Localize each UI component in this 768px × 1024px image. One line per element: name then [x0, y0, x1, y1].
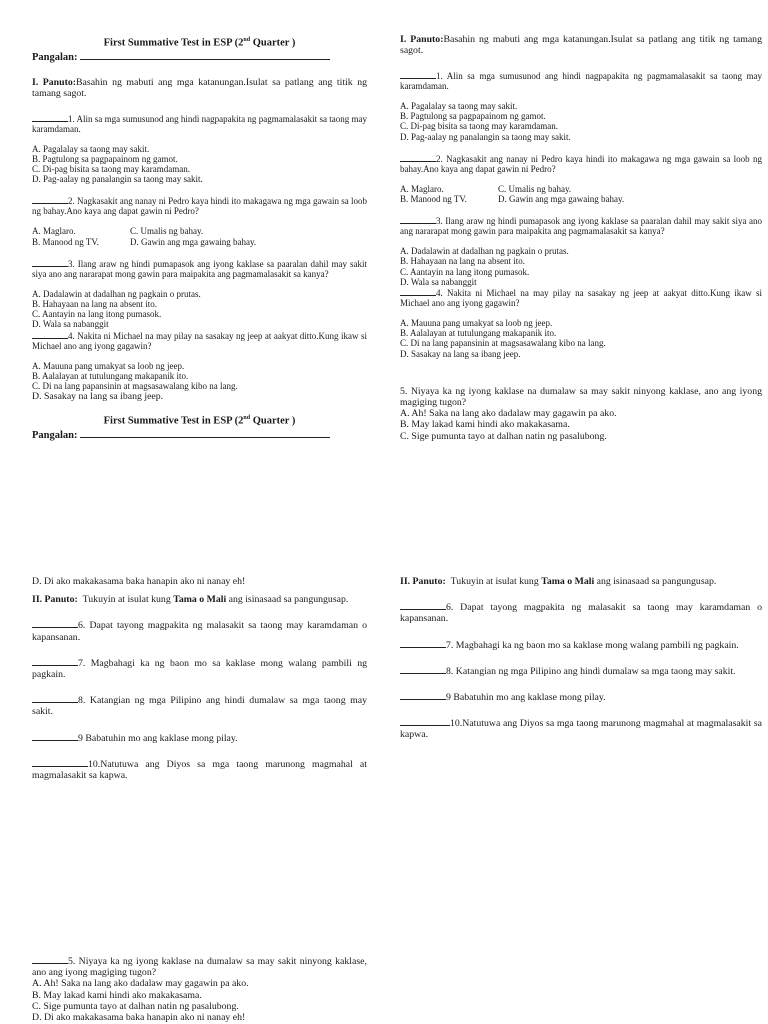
- name-field-2[interactable]: Pangalan:: [32, 428, 367, 442]
- instructions-part2: II. Panuto: Tukuyin at isulat kung Tama o Mali ang isinasaad sa pangungusap.: [400, 576, 717, 587]
- answer-blank[interactable]: [400, 287, 436, 296]
- answer-blank[interactable]: [32, 113, 68, 122]
- answer-blank[interactable]: [32, 195, 68, 204]
- question-5: 5. Niyaya ka ng iyong kaklase na dumalaw sa may sakit ninyong kaklase, ano ang iyong magiging tugon?: [400, 385, 762, 409]
- answer-blank[interactable]: [32, 955, 68, 964]
- q3-options: [400, 246, 762, 287]
- option: A. Pagalalay sa taong may sakit.: [400, 101, 518, 111]
- answer-blank[interactable]: [400, 665, 446, 674]
- q2-options: [32, 226, 367, 246]
- option: C. Di-pag bisita sa taong may karamdaman.: [32, 163, 190, 174]
- option: A. Maglaro.: [400, 183, 444, 194]
- option: A. Dadalawin at dadalhan ng pagkain o prutas.: [32, 288, 201, 299]
- q4-options: [400, 318, 762, 359]
- instructions-part1: I. Panuto:Basahin ng mabuti ang mga katanungan.Isulat sa patlang ang titik ng tamang sagot.: [32, 76, 367, 99]
- option: C. Di na lang papansinin at magsasawalang kibo na lang.: [400, 338, 606, 349]
- q5-options: [400, 408, 762, 442]
- answer-blank[interactable]: [400, 70, 436, 79]
- q3-options: [32, 289, 367, 330]
- option: A. Pagalalay sa taong may sakit.: [32, 143, 150, 154]
- question-2: 2. Nagkasakit ang nanay ni Pedro kaya hindi ito makagawa ng mga gawain sa loob ng bahay.Ano kaya ang dapat gawin ni Pedro?: [400, 153, 762, 174]
- answer-blank[interactable]: [32, 694, 78, 703]
- option: C. Aantayin na lang itong pumasok.: [32, 309, 162, 320]
- answer-blank[interactable]: [400, 691, 446, 700]
- test-sheet-top-left: [32, 34, 367, 442]
- option: D. Pag-aalay ng panalangin sa taong may sakit.: [32, 174, 203, 185]
- option: B. May lakad kami hindi ako makakasama.: [32, 989, 202, 1001]
- item-8: 8. Katangian ng mga Pilipino ang hindi dumalaw sa mga taong may sakit.: [32, 695, 367, 718]
- option: B. Aalalayan at tutulungang makapanik ito.: [400, 328, 557, 339]
- item-9: 9 Babatuhin mo ang kaklase mong pilay.: [400, 691, 762, 703]
- option: B. Manood ng TV.: [32, 236, 99, 247]
- option: A. Ah! Saka na lang ako dadalaw may gagawin pa ako.: [32, 978, 249, 990]
- q2-options: [400, 184, 762, 204]
- item-8: 8. Katangian ng mga Pilipino ang hindi dumalaw sa mga taong may sakit.: [400, 665, 762, 677]
- answer-blank[interactable]: [32, 619, 78, 628]
- option: C. Umalis ng bahay.: [498, 183, 572, 194]
- answer-blank[interactable]: [400, 215, 436, 224]
- question-1: 1. Alin sa mga sumusunod ang hindi nagpapakita ng pagmamalasakit sa taong may karamdaman.: [32, 113, 367, 134]
- item-7: 7. Magbahagi ka ng baon mo sa kaklase mong walang pambili ng pagkain.: [400, 639, 762, 651]
- test-sheet-bottom-right: [400, 576, 762, 741]
- option: A. Mauuna pang umakyat sa loob ng jeep.: [32, 360, 185, 371]
- option: A. Dadalawin at dadalhan ng pagkain o prutas.: [400, 246, 569, 257]
- option: C. Di na lang papansinin at magsasawalang kibo na lang.: [32, 380, 238, 391]
- sheet-title-2: First Summative Test in ESP (2nd Quarter ): [103, 415, 296, 427]
- option: D. Sasakay na lang sa ibang jeep.: [32, 391, 164, 403]
- option: B. Manood ng TV.: [400, 194, 467, 205]
- instructions-part2: II. Panuto: Tukuyin at isulat kung Tama o Mali ang isinasaad sa pangungusap.: [32, 594, 349, 606]
- q1-options: [400, 101, 762, 142]
- option: C. Di-pag bisita sa taong may karamdaman.: [400, 121, 558, 132]
- answer-blank[interactable]: [400, 601, 446, 610]
- answer-blank[interactable]: [32, 732, 78, 741]
- option: D. Sasakay na lang sa ibang jeep.: [400, 348, 521, 359]
- item-7: 7. Magbahagi ka ng baon mo sa kaklase mong walang pambili ng pagkain.: [32, 657, 367, 681]
- item-6: 6. Dapat tayong magpakita ng malasakit sa taong may karamdaman o kapansanan.: [32, 620, 367, 643]
- question-5-bottom: [32, 955, 367, 1023]
- option: A. Ah! Saka na lang ako dadalaw may gagawin pa ako.: [400, 408, 617, 420]
- option: D. Gawin ang mga gawaing bahay.: [498, 194, 625, 205]
- option: B. Pagtulong sa pagpapainom ng gamot.: [400, 111, 546, 122]
- option: D. Wala sa nabanggit: [32, 319, 109, 330]
- option: C. Sige pumunta tayo at dalhan natin ng pasalubong.: [400, 430, 607, 442]
- instructions-part1: I. Panuto:Basahin ng mabuti ang mga katanungan.Isulat sa patlang ang titik ng tamang sagot.: [400, 34, 762, 56]
- item-9: 9 Babatuhin mo ang kaklase mong pilay.: [32, 732, 367, 744]
- test-sheet-bottom-left: [32, 576, 367, 781]
- name-field[interactable]: Pangalan:: [32, 50, 367, 64]
- sheet-title: First Summative Test in ESP (2nd Quarter ): [103, 37, 296, 49]
- option: C. Aantayin na lang itong pumasok.: [400, 266, 530, 277]
- option: C. Umalis ng bahay.: [130, 226, 204, 237]
- answer-blank[interactable]: [32, 758, 88, 767]
- question-4: 4. Nakita ni Michael na may pilay na sasakay ng jeep at aakyat ditto.Kung ikaw si Michael ano ang iyong gagawin?: [32, 330, 367, 351]
- answer-blank[interactable]: [32, 657, 78, 666]
- question-2: 2. Nagkasakit ang nanay ni Pedro kaya hindi ito makagawa ng mga gawain sa loob ng bahay.Ano kaya ang dapat gawin ni Pedro?: [32, 196, 367, 217]
- question-5: 5. Niyaya ka ng iyong kaklase na dumalaw sa may sakit ninyong kaklase, ano ang iyong magiging tugon?: [32, 956, 367, 979]
- answer-blank[interactable]: [400, 639, 446, 648]
- option: D. Gawin ang mga gawaing bahay.: [130, 236, 257, 247]
- option: B. Aalalayan at tutulungang makapanik ito.: [32, 370, 189, 381]
- q5-option-d: D. Di ako makakasama baka hanapin ako ni nanay eh!: [32, 576, 246, 587]
- q1-options: [32, 144, 367, 185]
- question-4: 4. Nakita ni Michael na may pilay na sasakay ng jeep at aakyat ditto.Kung ikaw si Michael ano ang iyong gagawin?: [400, 288, 762, 309]
- item-6: 6. Dapat tayong magpakita ng malasakit sa taong may karamdaman o kapansanan.: [400, 602, 762, 625]
- option: C. Sige pumunta tayo at dalhan natin ng pasalubong.: [32, 1000, 239, 1012]
- answer-blank[interactable]: [32, 258, 68, 267]
- test-sheet-top-right: [400, 34, 762, 442]
- item-10: 10.Natutuwa ang Diyos sa mga taong marunong magmahal at magmalasakit sa kapwa.: [400, 718, 762, 741]
- item-10: 10.Natutuwa ang Diyos sa mga taong marunong magmahal at magmalasakit sa kapwa.: [32, 758, 367, 782]
- q4-options: [32, 361, 367, 403]
- question-3: 3. Ilang araw ng hindi pumapasok ang iyong kaklase sa paaralan dahil may sakit siya ano ang nararapat mong gawin para maipakita ang pagmamalasakit sa kanya?: [400, 216, 762, 237]
- answer-blank[interactable]: [400, 717, 450, 726]
- option: D. Wala sa nabanggit: [400, 276, 477, 287]
- question-1: 1. Alin sa mga sumusunod ang hindi nagpapakita ng pagmamalasakit sa taong may karamdaman.: [400, 71, 762, 91]
- option: A. Mauuna pang umakyat sa loob ng jeep.: [400, 318, 553, 329]
- option: B. May lakad kami hindi ako makakasama.: [400, 419, 570, 431]
- option: D. Di ako makakasama baka hanapin ako ni nanay eh!: [32, 1012, 246, 1024]
- answer-blank[interactable]: [400, 153, 436, 162]
- option: B. Hahayaan na lang na absent ito.: [400, 256, 525, 267]
- option: B. Pagtulong sa pagpapainom ng gamot.: [32, 153, 178, 164]
- answer-blank[interactable]: [32, 330, 68, 339]
- question-3: 3. Ilang araw ng hindi pumapasok ang iyong kaklase sa paaralan dahil may sakit siya ano ang nararapat mong gawin para maipakita ang pagmamalasakit sa kanya?: [32, 258, 367, 279]
- option: A. Maglaro.: [32, 226, 76, 237]
- option: D. Pag-aalay ng panalangin sa taong may sakit.: [400, 131, 571, 142]
- option: B. Hahayaan na lang na absent ito.: [32, 298, 157, 309]
